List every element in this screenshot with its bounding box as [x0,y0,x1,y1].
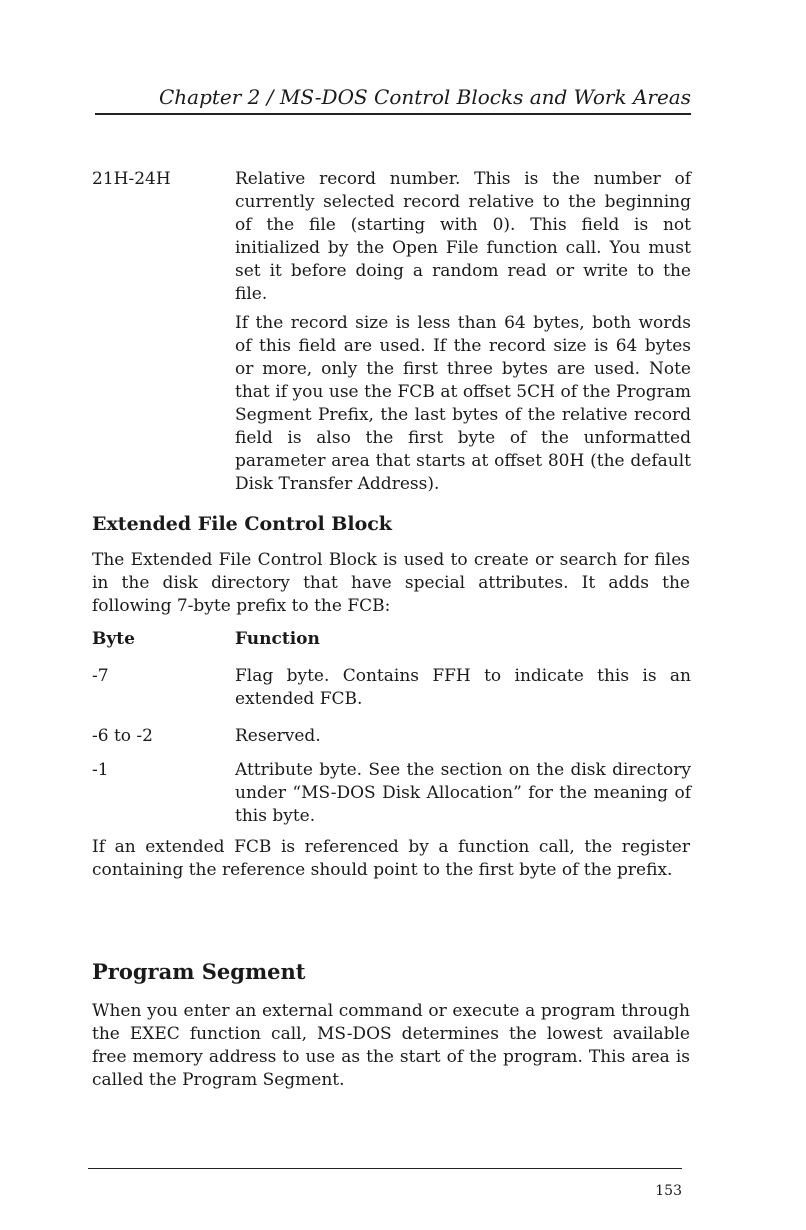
field-entry [92,168,692,508]
extended-fcb-closing: If an extended FCB is referenced by a function call, the register containing the reference should point to the first byte of the prefix. [92,837,690,880]
extended-fcb-intro: The Extended File Control Block is used to create or search for files in the disk directory that have special attributes. It adds the following 7-byte prefix to the FCB: [92,550,690,616]
function-column-header: Function [235,629,320,649]
table-row [92,665,692,711]
table-row [92,725,692,748]
header-rule [95,113,691,115]
table-cell-function: Flag byte. Contains FFH to indicate this is an extended FCB. [235,666,691,709]
field-description-paragraph-2: If the record size is less than 64 bytes, both words of this field are used. If the record size is 64 bytes or more, only the first three bytes are used. Note that if you use the FCB at offset 5CH of the Program Segment Prefix, the last bytes of the relative record field is also the first byte of the unformatted parameter area that starts at offset 80H (the default Disk Transfer Address). [235,313,691,494]
table-cell-function: Reserved. [235,726,321,746]
program-segment-paragraph: When you enter an external command or execute a program through the EXEC function call, MS-DOS determines the lowest available free memory address to use as the start of the program. This area is called the Program Segment. [92,1001,690,1090]
table-cell-byte: -6 to -2 [92,726,153,746]
table-cell-byte: -1 [92,760,109,780]
prefix-table-header [92,628,692,651]
extended-fcb-heading: Extended File Control Block [92,513,392,535]
table-cell-byte: -7 [92,666,109,686]
byte-column-header: Byte [92,629,135,649]
field-description-paragraph-1: Relative record number. This is the number of currently selected record relative to the beginning of the file (starting with 0). This field is not initialized by the Open File function call. You must set it before doing a random read or write to the file. [235,169,691,304]
program-segment-heading: Program Segment [92,959,306,984]
field-offset: 21H-24H [92,169,171,189]
table-row [92,759,692,828]
footer-rule [88,1168,682,1169]
table-cell-function: Attribute byte. See the section on the disk directory under “MS-DOS Disk Allocation” for the meaning of this byte. [235,760,691,826]
running-header: Chapter 2 / MS-DOS Control Blocks and Work Areas [158,85,691,109]
page-number: 153 [655,1183,682,1199]
